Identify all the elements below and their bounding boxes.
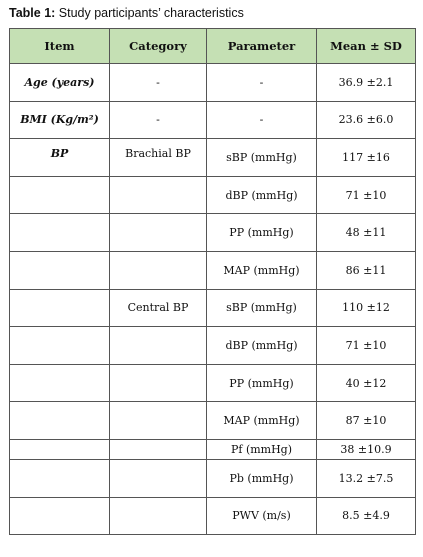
cell-item xyxy=(10,289,110,327)
cell-value: 86 ±11 xyxy=(317,251,416,289)
cell-value: 36.9 ±2.1 xyxy=(317,64,416,102)
table-row xyxy=(10,289,416,327)
cell-item xyxy=(10,439,110,459)
header-item: Item xyxy=(10,29,110,64)
cell-value: 40 ±12 xyxy=(317,364,416,402)
cell-parameter: PP (mmHg) xyxy=(207,214,317,252)
header-parameter: Parameter xyxy=(207,29,317,64)
cell-value: 48 ±11 xyxy=(317,214,416,252)
cell-value: 23.6 ±6.0 xyxy=(317,101,416,139)
cell-value: 38 ±10.9 xyxy=(317,439,416,459)
table-row xyxy=(10,439,416,459)
table-row xyxy=(10,497,416,535)
header-category: Category xyxy=(110,29,207,64)
cell-category xyxy=(110,402,207,440)
cell-value: 87 ±10 xyxy=(317,402,416,440)
cell-category xyxy=(110,251,207,289)
cell-category xyxy=(110,327,207,365)
table-caption-text: Study participants’ characteristics xyxy=(55,6,244,20)
cell-value: 71 ±10 xyxy=(317,176,416,214)
table-caption xyxy=(9,6,244,20)
cell-category xyxy=(110,459,207,497)
cell-parameter: dBP (mmHg) xyxy=(207,327,317,365)
table-caption-label: Table 1: xyxy=(9,6,56,20)
table-row xyxy=(10,364,416,402)
cell-parameter: - xyxy=(207,64,317,102)
cell-category: - xyxy=(110,64,207,102)
cell-item: Age (years) xyxy=(10,64,110,102)
cell-item xyxy=(10,214,110,252)
cell-category xyxy=(110,364,207,402)
table-row xyxy=(10,402,416,440)
cell-parameter: sBP (mmHg) xyxy=(207,139,317,177)
cell-item xyxy=(10,402,110,440)
cell-parameter: sBP (mmHg) xyxy=(207,289,317,327)
cell-parameter: Pb (mmHg) xyxy=(207,459,317,497)
cell-value: 117 ±16 xyxy=(317,139,416,177)
cell-category xyxy=(110,176,207,214)
cell-parameter: PWV (m/s) xyxy=(207,497,317,535)
cell-parameter: PP (mmHg) xyxy=(207,364,317,402)
table-row xyxy=(10,139,416,177)
cell-item xyxy=(10,176,110,214)
cell-category xyxy=(110,214,207,252)
cell-parameter: dBP (mmHg) xyxy=(207,176,317,214)
cell-value: 8.5 ±4.9 xyxy=(317,497,416,535)
header-mean-sd: Mean ± SD xyxy=(317,29,416,64)
table-row xyxy=(10,101,416,139)
cell-item xyxy=(10,327,110,365)
cell-value: 13.2 ±7.5 xyxy=(317,459,416,497)
cell-parameter: Pf (mmHg) xyxy=(207,439,317,459)
table-row xyxy=(10,327,416,365)
table-row xyxy=(10,176,416,214)
table-row xyxy=(10,214,416,252)
cell-item: BP xyxy=(10,139,110,177)
cell-item xyxy=(10,497,110,535)
cell-item xyxy=(10,251,110,289)
participants-table xyxy=(9,28,416,535)
cell-item xyxy=(10,364,110,402)
table-header-row xyxy=(10,29,416,64)
cell-parameter: MAP (mmHg) xyxy=(207,402,317,440)
cell-item: BMI (Kg/m²) xyxy=(10,101,110,139)
cell-category: Central BP xyxy=(110,289,207,327)
cell-value: 71 ±10 xyxy=(317,327,416,365)
cell-value: 110 ±12 xyxy=(317,289,416,327)
cell-category xyxy=(110,439,207,459)
cell-parameter: MAP (mmHg) xyxy=(207,251,317,289)
table-row xyxy=(10,459,416,497)
cell-category: Brachial BP xyxy=(110,139,207,177)
table-row xyxy=(10,251,416,289)
cell-category: - xyxy=(110,101,207,139)
cell-item xyxy=(10,459,110,497)
cell-category xyxy=(110,497,207,535)
table-row xyxy=(10,64,416,102)
cell-parameter: - xyxy=(207,101,317,139)
